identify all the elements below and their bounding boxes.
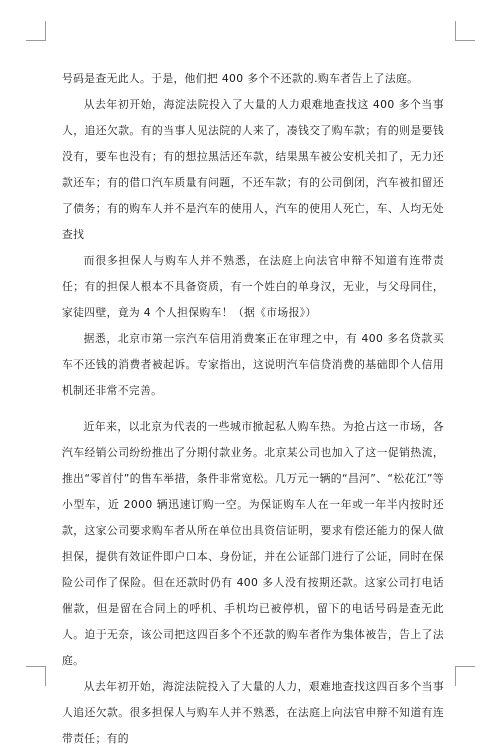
crop-mark-bottom-right-h xyxy=(455,666,475,667)
crop-mark-bottom-left-v xyxy=(45,666,46,686)
crop-mark-bottom-left-h xyxy=(26,666,46,667)
crop-mark-top-left-v xyxy=(45,21,46,41)
crop-mark-top-right-h xyxy=(455,40,475,41)
paragraph-6: 从去年初开始，海淀法院投入了大量的人力，艰难地查找这四百多个当事人追还欠款。很多担保人与购车人并不熟悉，在法庭上向法官申辩不知道有连带责任；有的 xyxy=(62,680,444,745)
paragraph-1: 号码是查无此人。于是，他们把 400 多个不还款的.购车者告上了法庭。 xyxy=(62,72,419,85)
document-body xyxy=(62,66,444,752)
crop-mark-bottom-right-v xyxy=(455,666,456,686)
paragraph-4: 据悉，北京市第一宗汽车信用消费案正在审理之中，有 400 多名贷款买车不还钱的消费者被起诉。专家指出，这说明汽车信贷消费的基础即个人信用机制还非常不完善。 xyxy=(62,332,444,397)
crop-mark-top-left-h xyxy=(26,40,46,41)
paragraph-5: 近年来，以北京为代表的一些城市掀起私人购车热。为抢占这一市场，各汽车经销公司纷纷推出了分期付款业务。北京某公司也加入了这一促销热流，推出“零首付”的售车举措，条件非常宽松。几万元一辆的“昌河”、“松花江”等小型车，近 2000 辆迅速订购一空。为保证购车人在一年或一年半内按时还款，这家公司要求购车者从所在单位出具资信证明，要求有偿还能力的保人做担保，提供有效证件即户口本、身份证，并在公证部门进行了公证，同时在保险公司作了保险。但在还款时仍有 400 多人没有按期还款。这家公司打电话催款，但是留在合同上的呼机、手机均已被停机，留下的电话号码是查无此人。迫于无奈，该公司把这四百多个不还款的购车者作为集体被告，告上了法庭。 xyxy=(62,420,444,667)
paragraph-3: 而很多担保人与购车人并不熟悉，在法庭上向法官申辩不知道有连带责任；有的担保人根本不具备资质，有一个姓白的单身汉，无业，与父母同住，家徒四壁，竟为 4 个人担保购车！（据《市场报》） xyxy=(62,254,444,319)
paragraph-2: 从去年初开始，海淀法院投入了大量的人力艰难地查找这 400 多个当事人，追还欠款。有的当事人见法院的人来了，凑钱交了购车款；有的则是要钱没有，要车也没有；有的想拉黑活还车款，结果黑车被公安机关扣了，无力还款还车；有的借口汽车质量有问题，不还车款；有的公司倒闭，汽车被扣留还了债务；有的购车人并不是汽车的使用人，汽车的使用人死亡，车、人均无处查找 xyxy=(62,98,444,241)
crop-mark-top-right-v xyxy=(455,21,456,41)
